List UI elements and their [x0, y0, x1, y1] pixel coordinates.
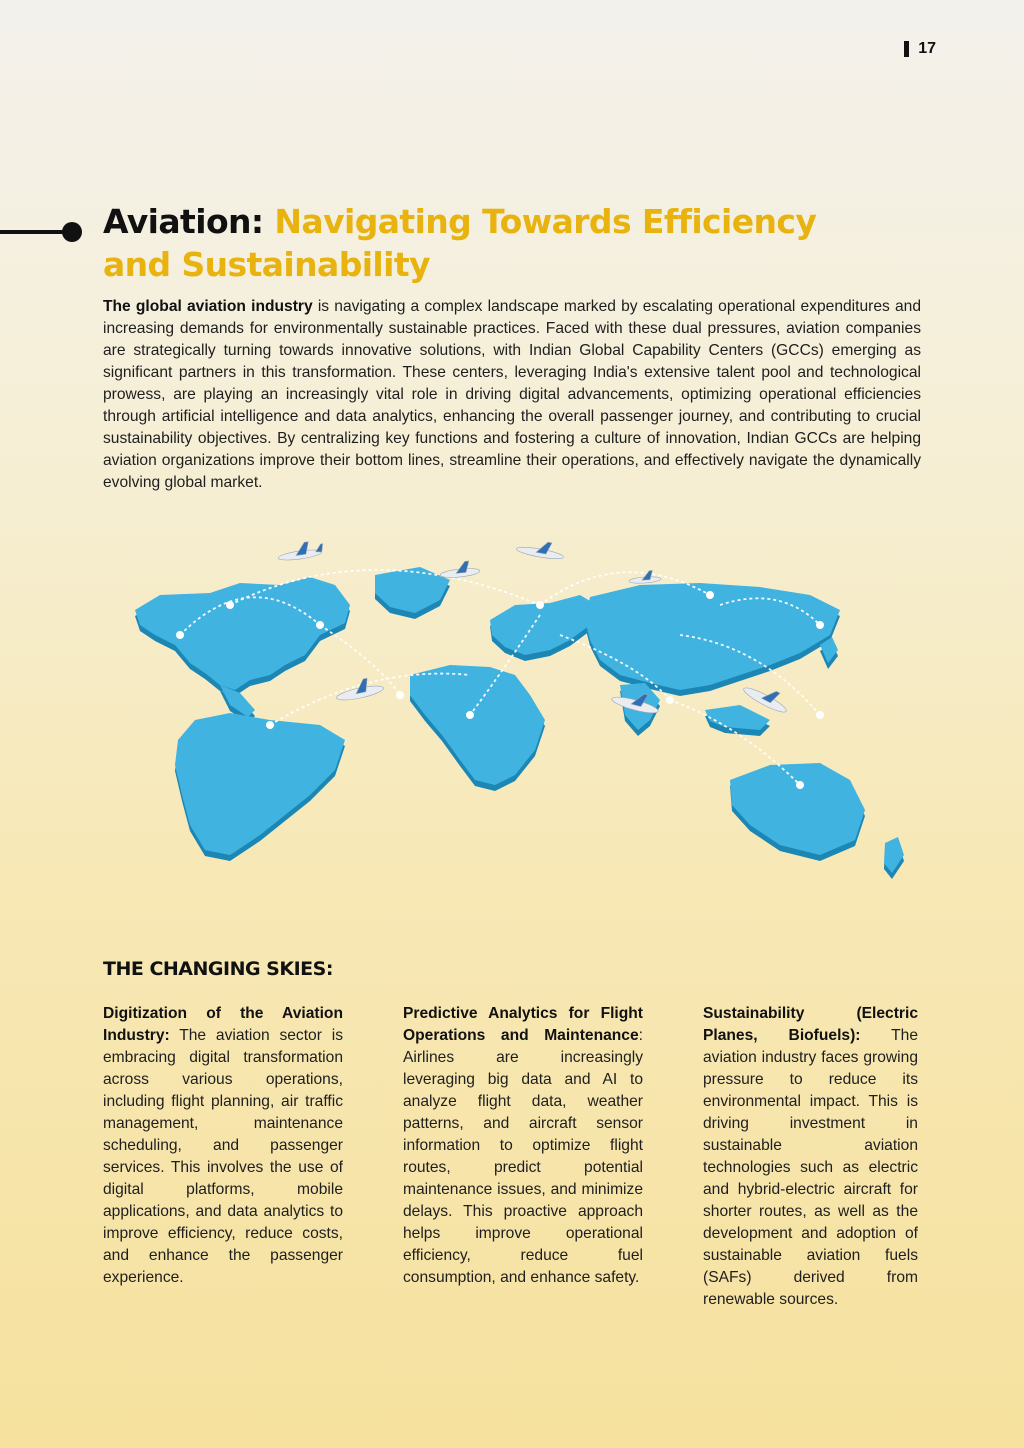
africa-shape — [410, 665, 545, 785]
column-predictive-analytics — [403, 1003, 643, 1289]
title-part-1: Aviation: — [103, 202, 264, 241]
column-predictive-analytics-heading: Predictive Analytics for Flight Operations and Maintenance — [403, 1005, 643, 1044]
central-america-shape — [220, 685, 255, 717]
world-flight-routes-illustration — [120, 525, 930, 905]
column-digitization — [103, 1003, 343, 1289]
column-predictive-analytics-body: : Airlines are increasingly leveraging big data and AI to analyze flight data, weather patterns, and aircraft sensor information to optimize flight routes, predict potential maintenance issues, and minimize delays. This proactive approach helps improve operational efficiency, reduce fuel consumption, and enhance safety. — [403, 1027, 643, 1286]
asia-shape — [585, 583, 840, 690]
page-number-text: 17 — [918, 40, 936, 57]
column-digitization-body: The aviation sector is embracing digital transformation across various operations, including flight planning, air traffic management, maintenance scheduling, and passenger services. This involves the use of digital platforms, mobile applications, and data analytics to improve efficiency, reduce costs, and enhance the passenger experience. — [103, 1027, 343, 1286]
new-zealand-shape — [884, 837, 904, 873]
north-america-shape — [135, 577, 350, 690]
australia-shape — [730, 763, 865, 855]
japan-shape — [820, 637, 838, 663]
south-america-shape — [175, 713, 345, 855]
column-digitization-heading: Digitization of the Aviation Industry: — [103, 1005, 343, 1044]
southeast-asia-shape — [705, 705, 770, 730]
section-heading: THE CHANGING SKIES: — [103, 958, 333, 980]
column-sustainability — [703, 1003, 918, 1311]
title-part-2: Navigating Towards Efficiency and Sustainability — [103, 202, 817, 284]
greenland-shape — [375, 567, 450, 613]
column-sustainability-heading: Sustainability (Electric Planes, Biofuels): — [703, 1005, 918, 1044]
europe-shape — [490, 595, 600, 655]
page-number — [904, 40, 936, 58]
continents — [135, 567, 904, 873]
title-connector-line — [0, 230, 64, 234]
column-sustainability-body: The aviation industry faces growing pressure to reduce its environmental impact. This is driving investment in sustainable aviation technologies such as electric and hybrid-electric aircraft for shorter routes, as well as the development and adoption of sustainable aviation fuels (SAFs) derived from renewable sources. — [703, 1027, 919, 1308]
intro-body: is navigating a complex landscape marked by escalating operational expenditures and increasing demands for environmentally sustainable practices. Faced with these dual pressures, aviation companies are strategically turning towards innovative solutions, with Indian Global Capability Centers (GCCs) emerging as significant partners in this transformation. These centers, leveraging India's extensive talent pool and technological prowess, are playing an increasingly vital role in driving digital advancements, optimizing operational efficiencies through artificial intelligence and data analytics, enhancing the overall passenger journey, and contributing to crucial sustainability objectives. By centralizing key functions and fostering a culture of innovation, Indian GCCs are helping aviation organizations improve their bottom lines, streamline their operations, and effectively navigate the dynamically evolving global market. — [103, 298, 922, 491]
title-connector-dot — [62, 222, 82, 242]
intro-paragraph — [103, 296, 921, 494]
page-number-marker — [904, 41, 909, 57]
page-title — [103, 200, 823, 286]
intro-lead: The global aviation industry — [103, 298, 313, 315]
